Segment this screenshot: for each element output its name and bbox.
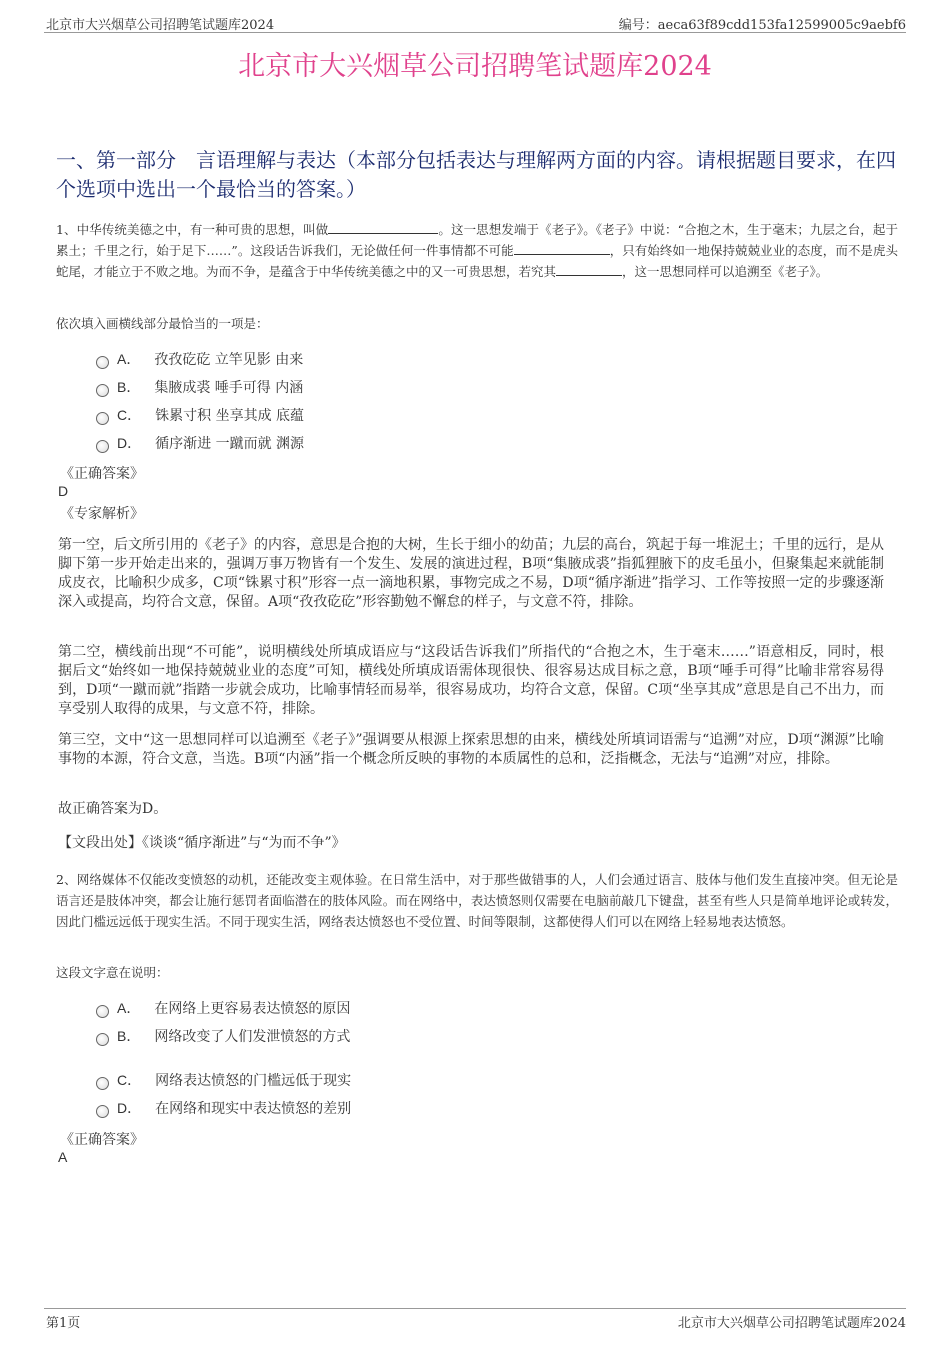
page-title: 北京市大兴烟草公司招聘笔试题库2024 xyxy=(238,51,712,82)
q2-option-d[interactable] xyxy=(96,1097,351,1119)
footer-title: 北京市大兴烟草公司招聘笔试题库2024 xyxy=(677,1316,906,1331)
q1-option-c-letter: C． xyxy=(117,407,142,423)
q1-option-d-letter: D． xyxy=(117,435,142,451)
q1-option-c[interactable] xyxy=(96,404,304,426)
q1-option-a-text: 孜孜矻矻 立竿见影 由来 xyxy=(154,352,304,368)
header-left-title: 北京市大兴烟草公司招聘笔试题库2024 xyxy=(46,18,275,33)
q1-text-seg4: ，这一思想同样可以追溯至《老子》。 xyxy=(622,264,829,279)
question-2-text: 2、网络媒体不仅能改变愤怒的动机，还能改变主观体验。在日常生活中，对于那些做错事的人，人们会通过语言、肢体与他们发生直接冲突。但无论是语言还是肢体冲突，都会让施行惩罚者面临潜在的肢体风险。而在网络中，表达愤怒则仅需要在电脑前敲几下键盘，甚至有些人只是简单地评论或转发，因此门槛远远低于现实生活。不同于现实生活，网络表达愤怒也不受位置、时间等限制，这都使得人们可以在网络上轻易地表达愤怒。 xyxy=(56,872,898,929)
q2-option-c-text: 网络表达愤怒的门槛远低于现实 xyxy=(155,1073,352,1089)
header-doc-id: 编号：aeca63f89cdd153fa12599005c9aebf6 xyxy=(618,18,906,33)
q1-analysis-conclusion: 故正确答案为D。 xyxy=(58,801,168,817)
q1-answer: D xyxy=(58,483,69,499)
radio-icon[interactable] xyxy=(96,412,109,425)
q2-option-c-letter: C． xyxy=(117,1072,142,1088)
radio-icon[interactable] xyxy=(96,440,109,453)
page-number: 第1页 xyxy=(46,1316,81,1331)
q1-blank-3 xyxy=(556,262,622,276)
q2-option-a[interactable] xyxy=(96,997,350,1019)
q1-option-a-letter: A． xyxy=(117,351,141,367)
q1-option-c-text: 铢累寸积 坐享其成 底蕴 xyxy=(155,408,305,424)
question-1-text xyxy=(56,219,898,282)
q2-option-a-letter: A． xyxy=(117,1000,141,1016)
q1-analysis-para-2: 第二空，横线前出现“不可能”，说明横线处所填成语应与“这段话告诉我们”所指代的“合抱之木，生于毫末……”语意相反，同时，根据后文“始终如一地保持兢兢业业的态度”可知，横线处所填成语需体现很快、很容易达成目标之意，B项“唾手可得”比喻非常容易得到，D项“一蹴而就”指踏一步就会成功，比喻事情轻而易举，很容易成功，均符合文意，保留。C项“坐享其成”意思是自己不出力，而享受别人取得的成果，与文意不符，排除。 xyxy=(58,644,884,717)
q2-answer-label: 《正确答案》 xyxy=(60,1132,144,1148)
radio-icon[interactable] xyxy=(96,1005,109,1018)
radio-icon[interactable] xyxy=(96,1105,109,1118)
q1-blank-2 xyxy=(514,241,610,255)
q2-option-c[interactable] xyxy=(96,1069,351,1091)
q1-option-b-text: 集腋成裘 唾手可得 内涵 xyxy=(154,380,304,396)
q2-option-b[interactable] xyxy=(96,1025,350,1047)
q2-option-d-letter: D． xyxy=(117,1100,142,1116)
radio-icon[interactable] xyxy=(96,356,109,369)
q2-option-d-text: 在网络和现实中表达愤怒的差别 xyxy=(155,1101,352,1117)
q1-text-seg1: 1、中华传统美德之中，有一种可贵的思想，叫做 xyxy=(56,222,329,237)
q1-answer-label: 《正确答案》 xyxy=(60,466,144,482)
q1-text-seg3: ，只有始终如一地保持兢兢业业的态度，而不是虎头蛇尾，才能立于不败之地。为而不争，是蕴含于中华传统美德之中的又一可贵思想，若究其 xyxy=(56,243,898,279)
q2-option-b-letter: B． xyxy=(117,1028,141,1044)
q1-option-b[interactable] xyxy=(96,376,303,398)
q1-analysis-para-3: 第三空，文中“这一思想同样可以追溯至《老子》”强调要从根源上探索思想的由来，横线处所填词语需与“追溯”对应，D项“渊源”比喻事物的本源，符合文意，当选。B项“内涵”指一个概念所反映的事物的本质属性的总和，泛指概念，无法与“追溯”对应，排除。 xyxy=(58,732,884,767)
q1-option-d[interactable] xyxy=(96,432,304,454)
question-2-prompt: 这段文字意在说明： xyxy=(56,965,169,980)
q1-source: 【文段出处】《谈谈“循序渐进”与“为而不争”》 xyxy=(58,835,346,851)
q1-analysis-para-1: 第一空，后文所引用的《老子》的内容，意思是合抱的大树，生长于细小的幼苗；九层的高台，筑起于每一堆泥土；千里的远行，是从脚下第一步开始走出来的，强调万事万物皆有一个发生、发展的演进过程，B项“集腋成裘”指狐狸腋下的皮毛虽小，但聚集起来就能制成皮衣，比喻积少成多，C项“铢累寸积”形容一点一滴地积累，事物完成之不易，D项“循序渐进”指学习、工作等按照一定的步骤逐渐深入或提高，均符合文意，保留。A项“孜孜矻矻”形容勤勉不懈怠的样子，与文意不符，排除。 xyxy=(58,537,884,610)
q1-analysis-label: 《专家解析》 xyxy=(60,506,144,522)
radio-icon[interactable] xyxy=(96,1033,109,1046)
question-1-prompt: 依次填入画横线部分最恰当的一项是： xyxy=(56,316,269,331)
q1-blank-1 xyxy=(328,220,438,234)
section-heading: 一、第一部分 言语理解与表达（本部分包括表达与理解两方面的内容。请根据题目要求，在四个选项中选出一个最恰当的答案。） xyxy=(56,148,896,201)
q1-option-b-letter: B． xyxy=(117,379,141,395)
footer-divider xyxy=(44,1308,906,1309)
q2-answer: A xyxy=(58,1149,68,1165)
radio-icon[interactable] xyxy=(96,1077,109,1090)
q1-text-seg2: 。这一思想发端于《老子》。《老子》中说：“合抱之木，生于毫末；九层之台，起于累土；千里之行，始于足下……”。这段话告诉我们，无论做任何一件事情都不可能 xyxy=(56,222,898,258)
q1-option-d-text: 循序渐进 一蹴而就 渊源 xyxy=(155,436,305,452)
q2-option-b-text: 网络改变了人们发泄愤怒的方式 xyxy=(154,1029,351,1045)
radio-icon[interactable] xyxy=(96,384,109,397)
header-divider xyxy=(44,32,906,33)
q2-option-a-text: 在网络上更容易表达愤怒的原因 xyxy=(154,1001,351,1017)
q1-option-a[interactable] xyxy=(96,348,303,370)
